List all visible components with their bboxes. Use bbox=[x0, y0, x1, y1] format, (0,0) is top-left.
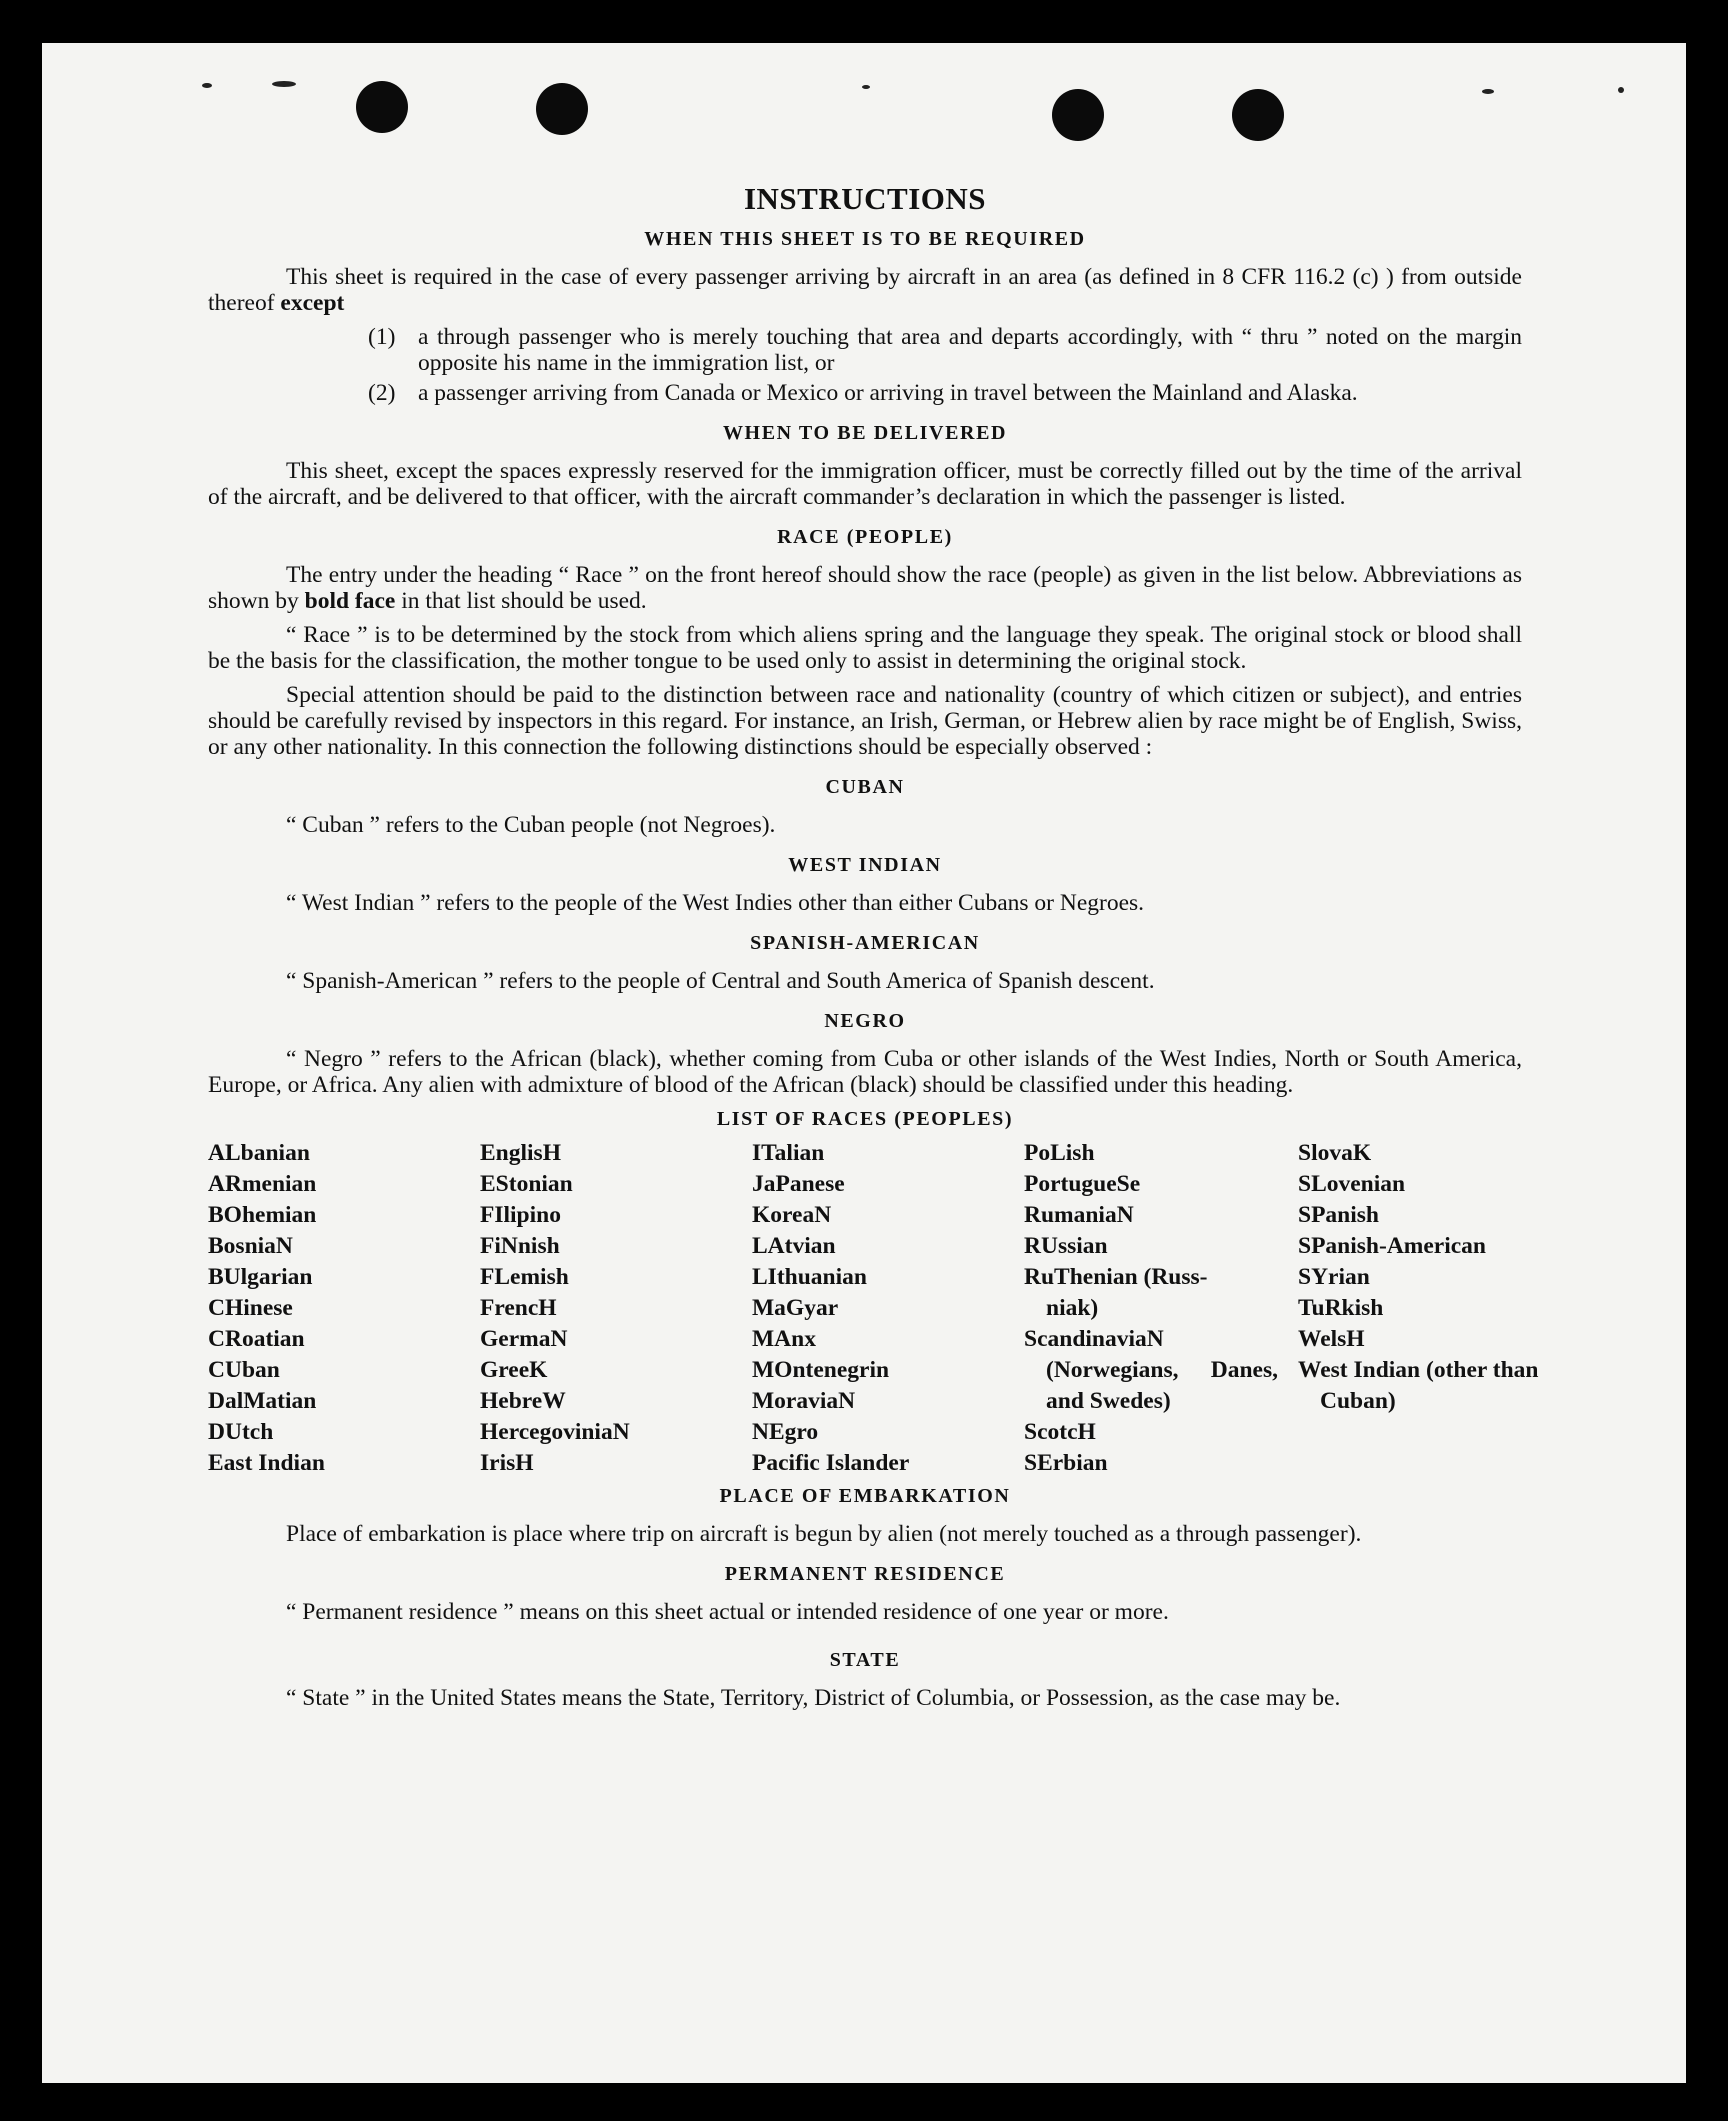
heading-delivered: WHEN TO BE DELIVERED bbox=[722, 422, 1008, 444]
bold-text: bold face bbox=[304, 588, 396, 614]
race-item: Pacific Islander bbox=[752, 1450, 910, 1476]
races-column bbox=[208, 1138, 480, 1479]
race-item: WelsH bbox=[1298, 1326, 1365, 1352]
race-item: FIlipino bbox=[480, 1202, 561, 1228]
race-item: BOhemian bbox=[208, 1202, 317, 1228]
speck bbox=[272, 81, 296, 87]
item-text: a through passenger who is merely touching that area and departs accordingly, with “ thru ” noted on the margin opposite his name in the immigration list, or bbox=[418, 324, 1522, 376]
paragraph-embarkation: Place of embarkation is place where trip on aircraft is begun by alien (not merely touched as a through passenger). bbox=[286, 1521, 1362, 1547]
punch-hole bbox=[1052, 89, 1104, 141]
race-item: LIthuanian bbox=[752, 1264, 867, 1290]
punch-hole bbox=[356, 81, 408, 133]
heading-state: STATE bbox=[829, 1649, 901, 1671]
race-item: ALbanian bbox=[208, 1140, 310, 1166]
race-item: SlovaK bbox=[1298, 1140, 1372, 1166]
race-item: FrencH bbox=[480, 1295, 557, 1321]
race-item: DalMatian bbox=[208, 1388, 317, 1414]
item-number: (2) bbox=[368, 380, 396, 406]
heading-permanent-residence: PERMANENT RESIDENCE bbox=[724, 1563, 1006, 1585]
race-item: MaGyar bbox=[752, 1295, 839, 1321]
race-item: ITalian bbox=[752, 1140, 825, 1166]
race-item: HebreW bbox=[480, 1388, 566, 1414]
race-item: SErbian bbox=[1024, 1450, 1108, 1476]
paragraph-negro: “ Negro ” refers to the African (black), whether coming from Cuba or other islands of the West Indies, North or South America, Europe, or Africa. Any alien with admixture of blood of the African (black) should be classified under this heading. bbox=[208, 1046, 1522, 1098]
race-item: FiNnish bbox=[480, 1233, 560, 1259]
race-item: KoreaN bbox=[752, 1202, 832, 1228]
races-column bbox=[1024, 1138, 1298, 1479]
race-item: DUtch bbox=[208, 1419, 274, 1445]
race-item: SPanish bbox=[1298, 1202, 1379, 1228]
race-item: FLemish bbox=[480, 1264, 569, 1290]
paragraph-cuban: “ Cuban ” refers to the Cuban people (not Negroes). bbox=[286, 812, 776, 838]
punch-hole bbox=[1232, 89, 1284, 141]
race-item: CHinese bbox=[208, 1295, 293, 1321]
instructions-content bbox=[208, 180, 1539, 1719]
heading-west-indian: WEST INDIAN bbox=[788, 854, 942, 876]
race-item: PortugueSe bbox=[1024, 1171, 1141, 1197]
paragraph-state: “ State ” in the United States means the State, Territory, District of Columbia, or Possession, as the case may be. bbox=[286, 1685, 1341, 1711]
paragraph-delivered: This sheet, except the spaces expressly reserved for the immigration officer, must be correctly filled out by the time of the arrival of the aircraft, and be delivered to that officer, with the aircraft commander’s declaration in which the passenger is listed. bbox=[208, 458, 1522, 510]
text: in that list should be used. bbox=[401, 588, 647, 614]
paragraph-west-indian: “ West Indian ” refers to the people of the West Indies other than either Cubans or Negroes. bbox=[286, 890, 1145, 916]
heading-list-of-races: LIST OF RACES (PEOPLES) bbox=[716, 1108, 1014, 1130]
bold-text: except bbox=[280, 290, 345, 316]
races-column bbox=[752, 1138, 1024, 1479]
heading-cuban: CUBAN bbox=[825, 776, 905, 798]
paragraph-race-2: “ Race ” is to be determined by the stock from which aliens spring and the language they speak. The original stock or blood shall be the basis for the classification, the mother tongue to be used only to assist in determining the original stock. bbox=[208, 622, 1522, 674]
speck bbox=[202, 83, 212, 88]
race-item: SPanish-American bbox=[1298, 1233, 1486, 1259]
punch-hole bbox=[536, 83, 588, 135]
heading-embarkation: PLACE OF EMBARKATION bbox=[719, 1485, 1011, 1507]
heading-spanish-american: SPANISH-AMERICAN bbox=[750, 932, 980, 954]
heading-race: RACE (PEOPLE) bbox=[777, 526, 953, 548]
races-column bbox=[480, 1138, 752, 1479]
race-item: HercegoviniaN bbox=[480, 1419, 630, 1445]
exceptions-list bbox=[368, 324, 1522, 406]
speck bbox=[1482, 89, 1494, 94]
races-table bbox=[208, 1138, 1539, 1479]
speck bbox=[862, 85, 870, 89]
text: The entry under the heading “ Race ” on the front hereof should show the race (people) as given in the list below. Abbreviations as shown by bbox=[208, 562, 1522, 614]
race-item: SLovenian bbox=[1298, 1171, 1406, 1197]
paragraph-required bbox=[208, 264, 1522, 316]
race-item: EStonian bbox=[480, 1171, 573, 1197]
race-item: CUban bbox=[208, 1357, 280, 1383]
race-item: ScotcH bbox=[1024, 1419, 1096, 1445]
race-item: CRoatian bbox=[208, 1326, 305, 1352]
race-item: MOntenegrin bbox=[752, 1357, 890, 1383]
race-item: ARmenian bbox=[208, 1171, 317, 1197]
text: This sheet is required in the case of every passenger arriving by aircraft in an area (as defined in 8 CFR 116.2 (c) ) from outside thereof bbox=[208, 264, 1522, 316]
race-item: EnglisH bbox=[480, 1140, 561, 1166]
race-item: BosniaN bbox=[208, 1233, 293, 1259]
item-number: (1) bbox=[368, 324, 396, 350]
race-item: JaPanese bbox=[752, 1171, 845, 1197]
paragraph-permanent-residence: “ Permanent residence ” means on this sheet actual or intended residence of one year or more. bbox=[286, 1599, 1169, 1625]
race-item: MAnx bbox=[752, 1326, 816, 1352]
race-item: IrisH bbox=[480, 1450, 534, 1476]
race-item: RumaniaN bbox=[1024, 1202, 1134, 1228]
race-item: MoraviaN bbox=[752, 1388, 856, 1414]
race-item: PoLish bbox=[1024, 1140, 1095, 1166]
race-item: East Indian bbox=[208, 1450, 325, 1476]
race-item: GermaN bbox=[480, 1326, 568, 1352]
race-item: TuRkish bbox=[1298, 1295, 1384, 1321]
heading-required: WHEN THIS SHEET IS TO BE REQUIRED bbox=[644, 228, 1086, 250]
race-item: NEgro bbox=[752, 1419, 819, 1445]
race-item: RuThenian (Russ-niak) bbox=[1024, 1264, 1208, 1321]
race-item: BUlgarian bbox=[208, 1264, 313, 1290]
race-item: GreeK bbox=[480, 1357, 548, 1383]
race-item: RUssian bbox=[1024, 1233, 1108, 1259]
list-item bbox=[368, 380, 1522, 406]
heading-negro: NEGRO bbox=[824, 1010, 906, 1032]
paragraph-spanish-american: “ Spanish-American ” refers to the people of Central and South America of Spanish descent. bbox=[286, 968, 1155, 994]
item-text: a passenger arriving from Canada or Mexico or arriving in travel between the Mainland and Alaska. bbox=[418, 380, 1358, 406]
race-item: West Indian (other than Cuban) bbox=[1298, 1357, 1539, 1414]
list-item bbox=[368, 324, 1522, 376]
race-item: LAtvian bbox=[752, 1233, 836, 1259]
paragraph-race-1 bbox=[208, 562, 1522, 614]
speck bbox=[1618, 87, 1624, 93]
page-title: INSTRUCTIONS bbox=[743, 181, 986, 216]
race-item: ScandinaviaN (Norwegians, Danes, and Swedes) bbox=[1024, 1326, 1278, 1414]
races-column bbox=[1298, 1138, 1539, 1479]
paragraph-race-3: Special attention should be paid to the distinction between race and nationality (country of which citizen or subject), and entries should be carefully revised by inspectors in this regard. For instance, an Irish, German, or Hebrew alien by race might be of English, Swiss, or any other nationality. In this connection the following distinctions should be especially observed : bbox=[208, 682, 1522, 760]
race-item: SYrian bbox=[1298, 1264, 1370, 1290]
